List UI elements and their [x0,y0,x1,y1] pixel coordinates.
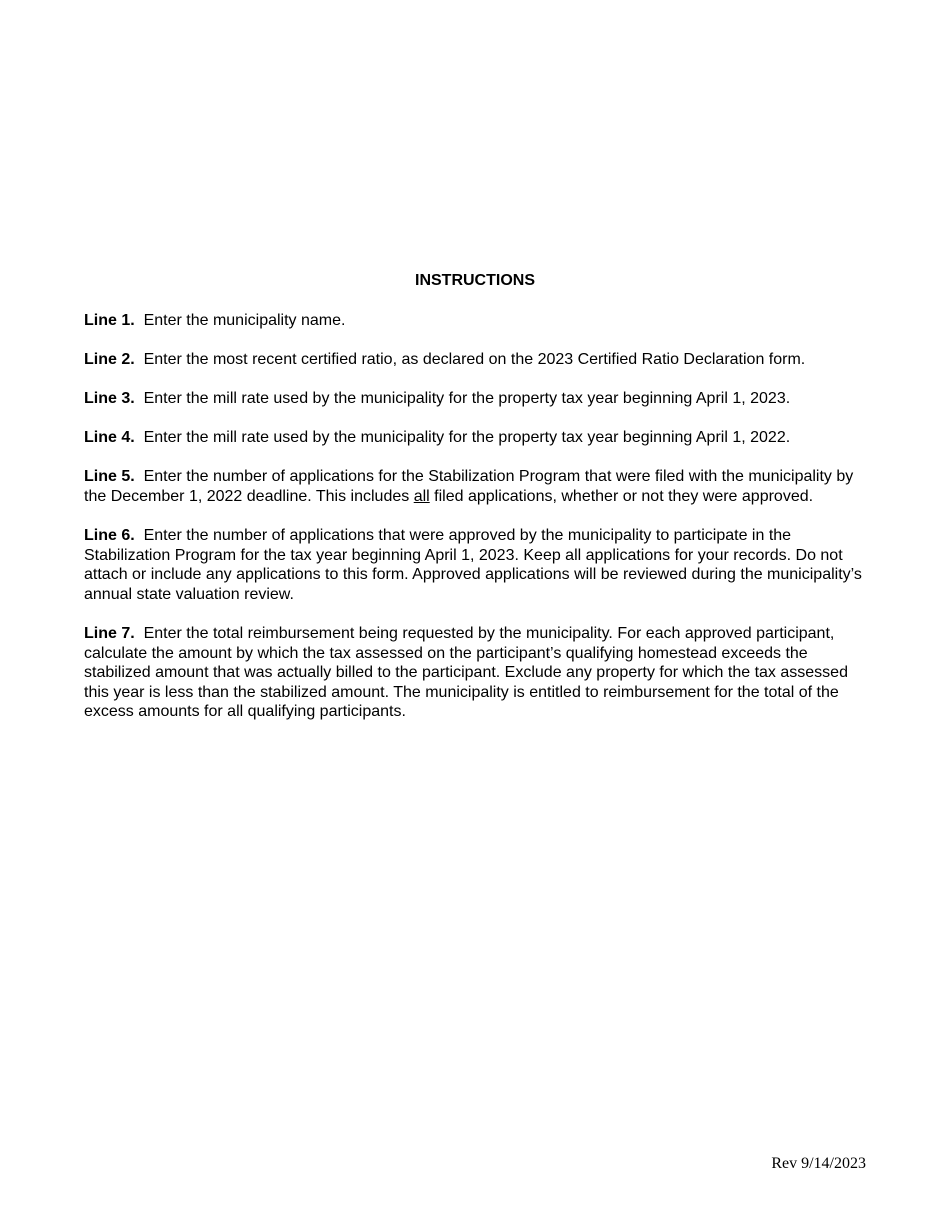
line-text: Enter the most recent certified ratio, as declared on the 2023 Certified Ratio Declaration form. [143,351,806,369]
instruction-line-4 [84,428,869,448]
line-text: Enter the mill rate used by the municipality for the property tax year beginning April 1, 2022. [143,429,791,447]
revision-date: Rev 9/14/2023 [771,1155,866,1172]
line-text: Enter the total reimbursement being requested by the municipality. For each approved participant, calculate the amount by which the tax assessed on the participant’s qualifying homestead exceeds the stabilized amount that was actually billed to the participant. Exclude any property for which the tax assessed this year is less than the stabilized amount. The municipality is entitled to reimbursement for the total of the excess amounts for all qualifying participants. [84,624,848,721]
instruction-line-6 [84,526,869,604]
line-text: Enter the municipality name. [143,312,346,329]
line-text: Enter the mill rate used by the municipality for the property tax year beginning April 1, 2023. [143,390,791,408]
instructions-list [84,311,869,741]
line-label: Line 7. [84,624,135,642]
line-label: Line 1. [84,312,135,329]
instruction-line-5 [84,467,869,506]
page-title: INSTRUCTIONS [415,272,535,289]
line-label: Line 6. [84,527,135,545]
line-text: Enter the number of applications that were approved by the municipality to participate in the Stabilization Program for the tax year beginning April 1, 2023. Keep all applications for your records. Do not attach or include any applications to this form. Approved applications will be reviewed during the municipality’s annual state valuation review. [84,527,862,603]
instruction-line-7 [84,624,869,722]
instruction-line-2 [84,350,869,370]
line-text: Enter the number of applications for the Stabilization Program that were filed with the municipality by the December 1, 2022 deadline. This includes [84,468,854,505]
instruction-line-1 [84,311,869,331]
line-label: Line 2. [84,351,135,369]
line-label: Line 3. [84,390,135,408]
instruction-line-3 [84,389,869,409]
line-text: filed applications, whether or not they were approved. [434,487,814,505]
line-label: Line 5. [84,468,135,486]
line-label: Line 4. [84,429,135,447]
underlined-emphasis: all [413,487,430,505]
